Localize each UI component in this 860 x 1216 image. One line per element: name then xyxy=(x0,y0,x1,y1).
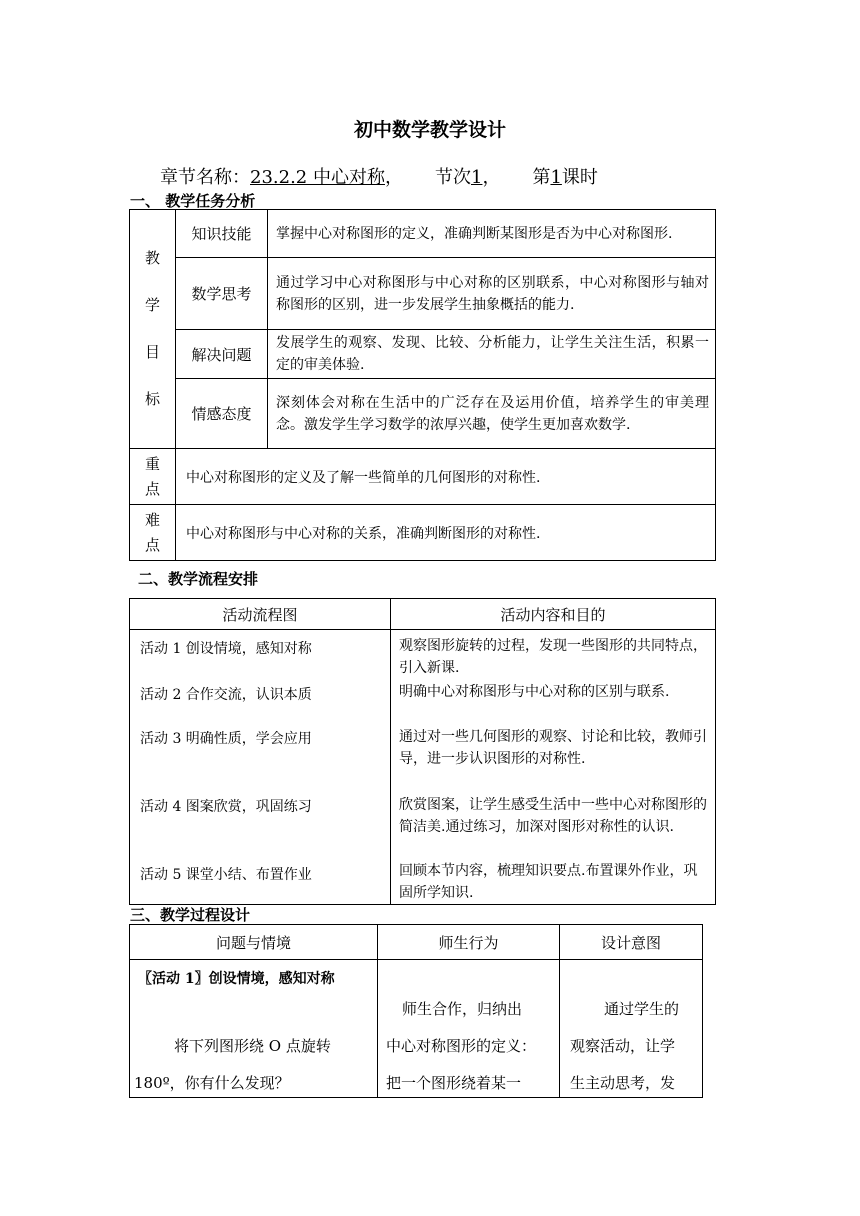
problem-line: 180º，你有什么发现？ xyxy=(134,1074,290,1092)
key-point-label: 重 点 xyxy=(130,449,176,505)
activity-content: 回顾本节内容，梳理知识要点.布置课外作业，巩固所学知识. xyxy=(399,863,698,901)
goal-category: 解决问题 xyxy=(176,330,268,379)
lesson-suffix: 课时 xyxy=(561,167,598,188)
section-heading-flow: 二、教学流程安排 xyxy=(138,570,259,588)
task-analysis-table xyxy=(129,209,716,561)
activity-content: 观察图形旋转的过程，发现一些图形的共同特点，引入新课. xyxy=(399,638,707,676)
activity-content: 明确中心对称图形与中心对称的区别与联系. xyxy=(399,684,670,700)
section-heading-process: 三、教学过程设计 xyxy=(130,906,251,924)
activity-content: 欣赏图案，让学生感受生活中一些中心对称图形的简洁美.通过练习，加深对图形对称性的认识. xyxy=(399,797,707,835)
goal-category: 知识技能 xyxy=(176,210,268,258)
goal-category: 数学思考 xyxy=(176,258,268,330)
activity-content: 通过对一些几何图形的观察、讨论和比较，教师引导，进一步认识图形的对称性. xyxy=(399,729,707,767)
goal-text: 深刻体会对称在生活中的广泛存在及运用价值，培养学生的审美理念。激发学生学习数学的浓厚兴趣，使学生更加喜欢数学. xyxy=(268,379,716,449)
teaching-process-table xyxy=(129,924,703,1098)
chapter-name: 23.2.2 中心对称 xyxy=(250,167,385,188)
flow-header-content: 活动内容和目的 xyxy=(391,599,716,630)
activity1-title: 〖活动 1〗创设情境，感知对称 xyxy=(138,971,335,987)
teaching-flow-table xyxy=(129,598,716,905)
process-header-intent: 设计意图 xyxy=(560,925,703,960)
document-title: 初中数学教学设计 xyxy=(353,119,506,141)
key-point-row xyxy=(130,449,716,505)
goal-row xyxy=(130,330,716,379)
goal-text: 掌握中心对称图形的定义，准确判断某图形是否为中心对称图形. xyxy=(268,210,716,258)
activity-item: 活动 4 图案欣赏，巩固练习 xyxy=(140,799,312,815)
process-header-behavior: 师生行为 xyxy=(378,925,560,960)
activity-column xyxy=(130,630,391,905)
difficulty-row xyxy=(130,505,716,561)
problem-line: 将下列图形绕 O 点旋转 xyxy=(174,1037,331,1055)
intent-line: 观察活动，让学 xyxy=(570,1037,676,1055)
process-header-problem: 问题与情境 xyxy=(130,925,378,960)
intent-line: 通过学生的 xyxy=(604,1000,680,1018)
goal-row xyxy=(130,379,716,449)
goal-row xyxy=(130,210,716,258)
content-column xyxy=(391,630,716,905)
lesson-number: 1 xyxy=(550,167,562,188)
behavior-line: 师生合作，归纳出 xyxy=(402,1000,523,1018)
flow-header-activity: 活动流程图 xyxy=(130,599,391,630)
intent-cell xyxy=(560,960,703,1098)
goal-text: 通过学习中心对称图形与中心对称的区别联系，中心对称图形与轴对称图形的区别，进一步发展学生抽象概括的能力. xyxy=(268,258,716,330)
behavior-cell xyxy=(378,960,560,1098)
behavior-line: 中心对称图形的定义： xyxy=(386,1037,537,1055)
key-point-text: 中心对称图形的定义及了解一些简单的几何图形的对称性. xyxy=(176,449,716,505)
chapter-comma: ， xyxy=(384,167,403,188)
difficulty-label: 难 点 xyxy=(130,505,176,561)
section-heading-task-analysis: 一、 教学任务分析 xyxy=(130,192,256,210)
goal-category: 情感态度 xyxy=(176,379,268,449)
lesson-prefix: 第 xyxy=(532,167,551,188)
behavior-line: 把一个图形绕着某一 xyxy=(386,1074,522,1092)
activity-item: 活动 5 课堂小结、布置作业 xyxy=(140,867,312,883)
section-comma: ， xyxy=(482,167,501,188)
activity-item: 活动 3 明确性质，学会应用 xyxy=(140,731,312,747)
teaching-goals-label: 教 学 目 标 xyxy=(130,210,176,449)
goal-text: 发展学生的观察、发现、比较、分析能力，让学生关注生活，积累一定的审美体验. xyxy=(268,330,716,379)
intent-line: 生主动思考，发 xyxy=(570,1074,676,1092)
activity-item: 活动 1 创设情境，感知对称 xyxy=(140,641,312,657)
chapter-line xyxy=(160,163,598,189)
activity-item: 活动 2 合作交流，认识本质 xyxy=(140,687,312,703)
section-number: 1 xyxy=(470,167,483,188)
chapter-prefix: 章节名称： xyxy=(160,167,250,188)
difficulty-text: 中心对称图形与中心对称的关系，准确判断图形的对称性. xyxy=(176,505,716,561)
goal-row xyxy=(130,258,716,330)
section-prefix: 节次 xyxy=(434,167,471,188)
problem-cell xyxy=(130,960,378,1098)
